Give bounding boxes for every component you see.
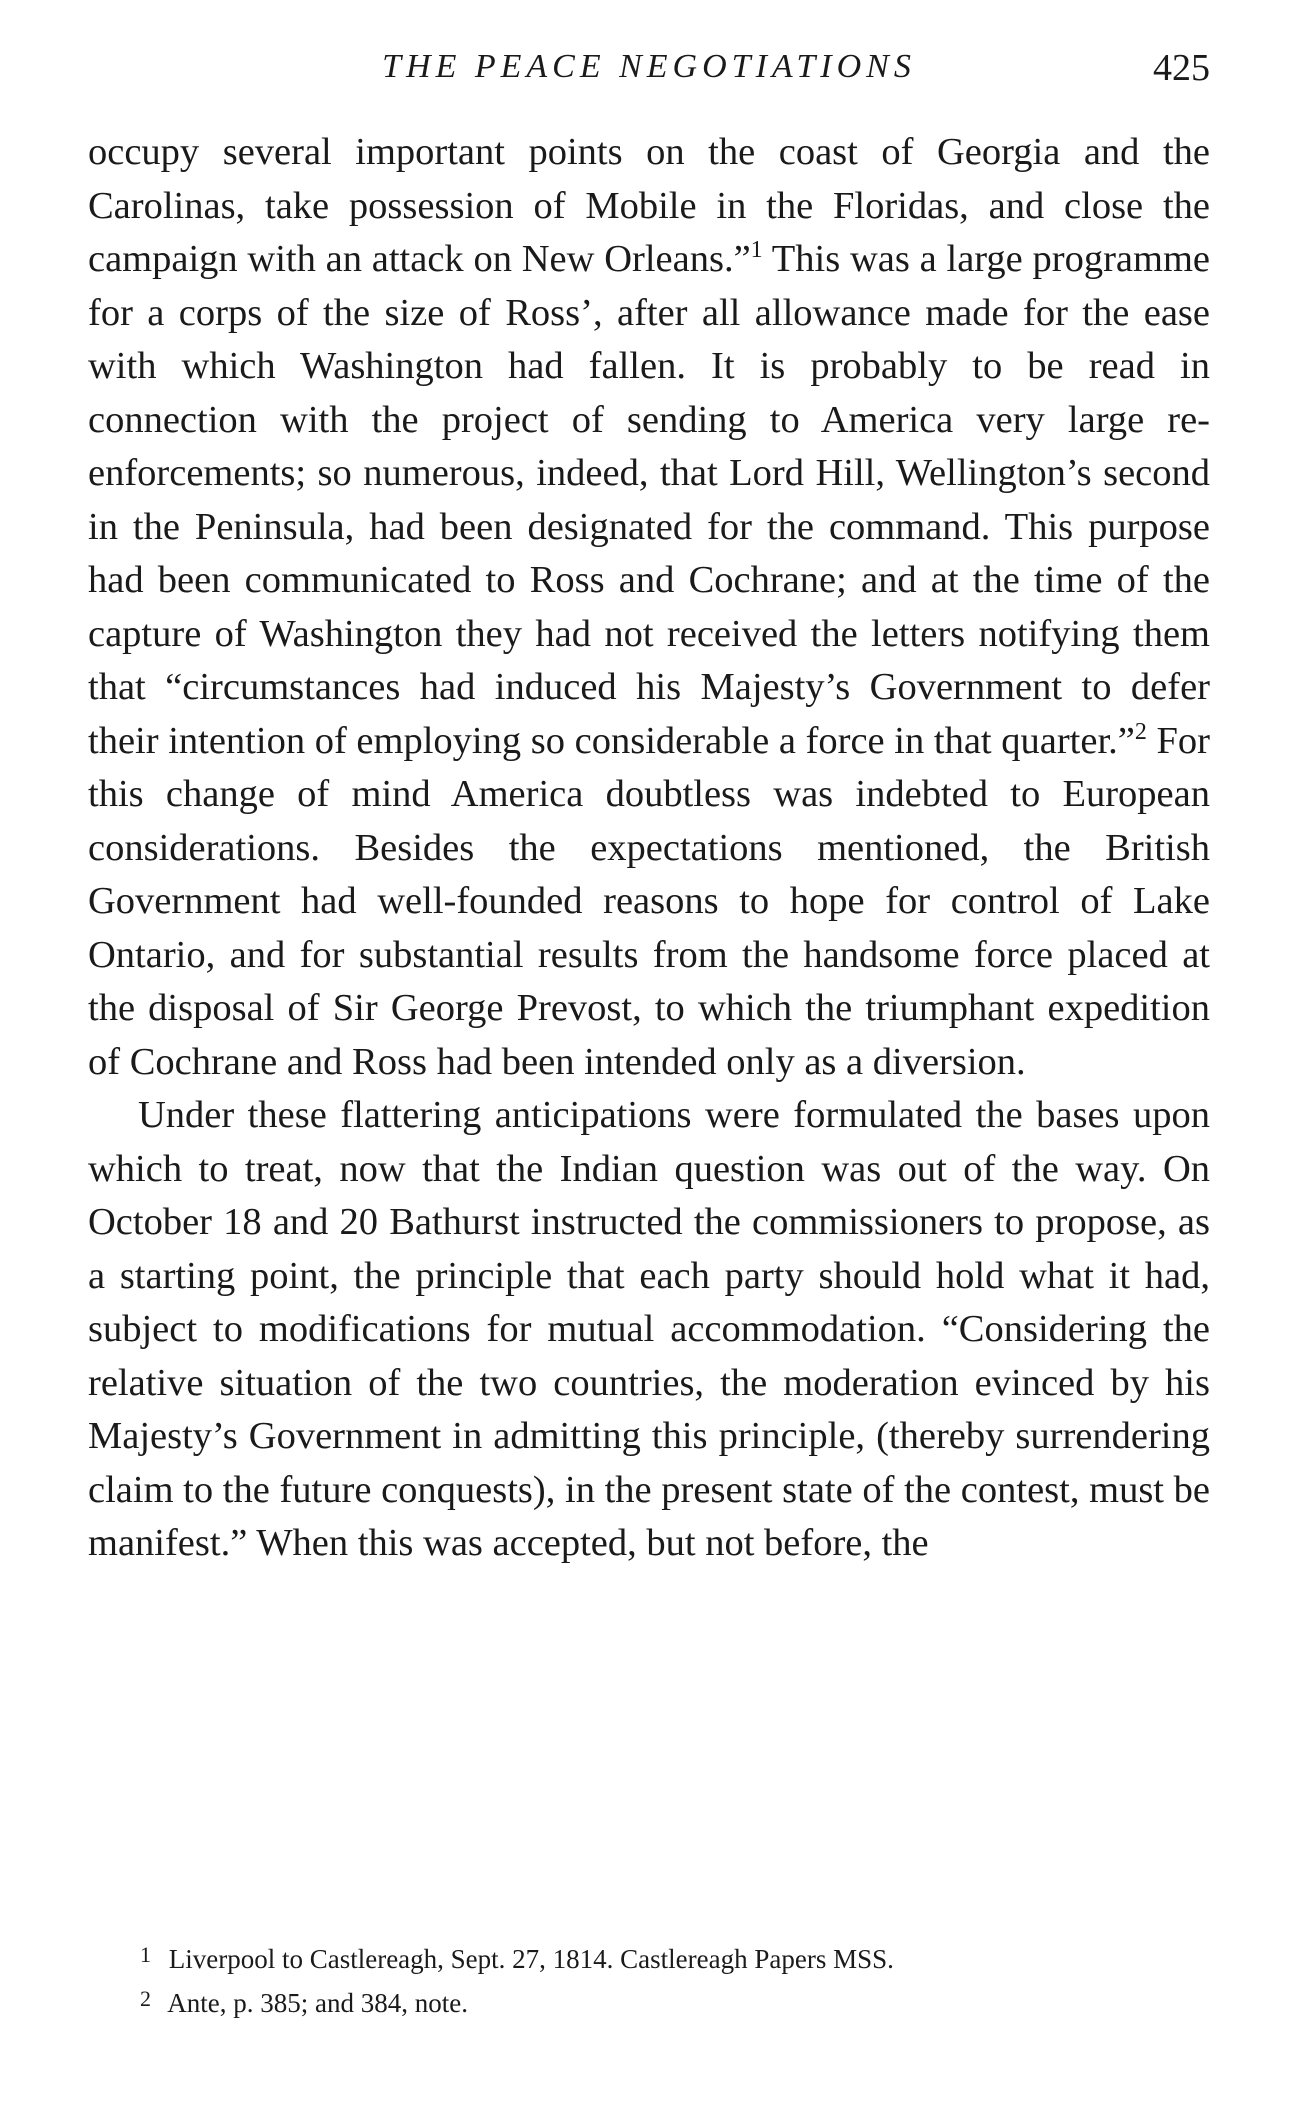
footnotes (140, 1935, 1200, 2023)
footnote-2-text: Ante, p. 385; and 384, note. (167, 1988, 468, 2018)
body-text (88, 126, 1210, 1571)
paragraph-1-part-a: occupy several important points on the coast of Georgia and the Carolinas, take possession of Mobile in the Floridas, and close the campaign with an attack on New Orleans.” (88, 131, 1210, 280)
paragraph-2: Under these flattering anticipations were formulated the bases upon which to treat, now that the Indian question was out of the way. On October 18 and 20 Bathurst instructed the commissioners to propose, as a starting point, the principle that each party should hold what it had, subject to modifications for mutual accommodation. “Considering the relative situation of the two countries, the moderation evinced by his Majesty’s Government in admitting this principle, (thereby surrendering claim to the future conquests), in the present state of the contest, must be manifest.” When this was accepted, but not before, the (88, 1094, 1210, 1564)
paragraph-1-part-b: This was a large programme for a corps of the size of Ross’, after all allowance made for the ease with which Washington had fallen. It is probably to be read in connection with the project of sending to America very large re-enforcements; so numerous, indeed, that Lord Hill, Wellington’s second in the Peninsula, had been designated for the command. This purpose had been communicated to Ross and Cochrane; and at the time of the capture of Washington they had not received the letters notifying them that “circumstances had induced his Majesty’s Government to defer their intention of employing so considerable a force in that quarter.” (88, 238, 1210, 762)
running-head (88, 42, 1210, 102)
footnote-2 (140, 1979, 1200, 2023)
page-number: 425 (1153, 47, 1210, 89)
paragraph-1-part-c: For this change of mind America doubtless was indebted to European considerations. Besides the expectations mentioned, the British Government had well-founded reasons to hope for control of Lake Ontario, and for substantial results from the handsome force placed at the disposal of Sir George Prevost, to which the triumphant expedition of Cochrane and Ross had been intended only as a diversion. (88, 719, 1210, 1083)
footnote-1-text: Liverpool to Castlereagh, Sept. 27, 1814. Castlereagh Papers MSS. (168, 1944, 894, 1974)
paragraph-1 (88, 126, 1210, 1089)
footnote-1-number: 1 (140, 1942, 151, 1967)
footnote-1 (140, 1935, 1200, 1979)
footnote-ref-2: 2 (1134, 718, 1147, 745)
running-title: THE PEACE NEGOTIATIONS (382, 48, 916, 85)
footnote-2-number: 2 (140, 1986, 151, 2011)
footnote-ref-1: 1 (750, 237, 763, 263)
